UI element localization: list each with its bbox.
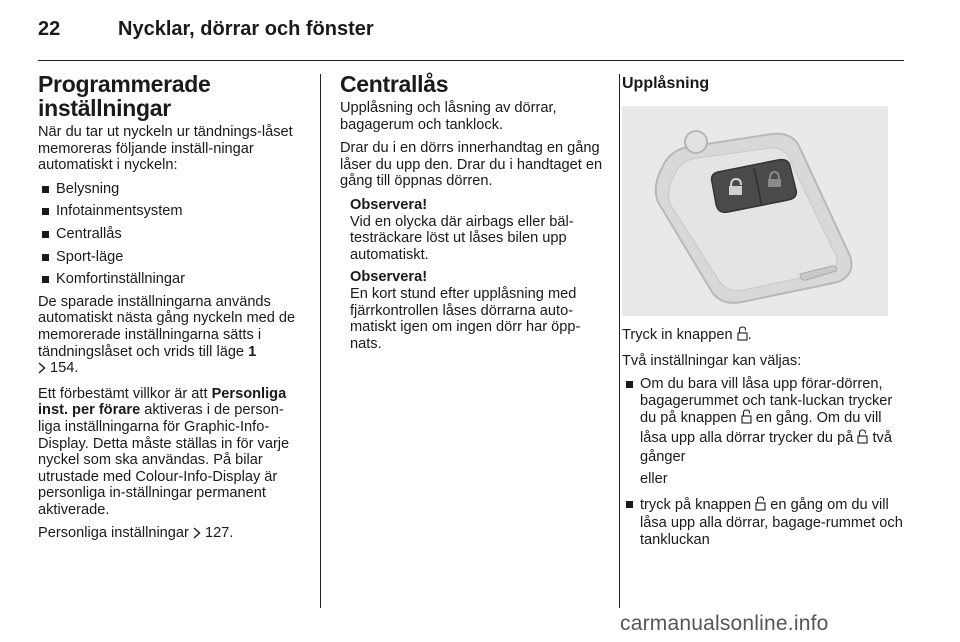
- door-handle-paragraph: Drar du i en dörrs innerhandtag en gång låser du upp den. Drar du i handtaget en gång till öppnas dörren.: [340, 140, 603, 190]
- unlock-options-list-2: [622, 496, 904, 549]
- unlock-icon: [737, 326, 748, 346]
- list-item: Sport-läge: [38, 249, 306, 266]
- list-item: tryck på knappen en gång om du vill låsa upp alla dörrar, bagage-rummet och tankluckan: [622, 496, 904, 549]
- chapter-title: Nycklar, dörrar och fönster: [118, 18, 374, 40]
- page-number: 22: [38, 18, 61, 40]
- note-text: Vid en olycka där airbags eller bäl-testräckare löst ut låses bilen upp automatiskt.: [350, 213, 574, 263]
- key-fob-illustration: [622, 106, 888, 316]
- page-reference-link[interactable]: 154.: [50, 360, 79, 377]
- note-title: Observera!: [350, 269, 428, 286]
- personal-setting-name: Personliga inst. per förare: [38, 385, 287, 419]
- column-divider-1: [320, 74, 321, 608]
- press-button-instruction: Tryck in knappen .: [622, 326, 904, 346]
- header-rule: [38, 60, 904, 61]
- page-reference-link[interactable]: 127.: [204, 525, 234, 542]
- intro-paragraph: När du tar ut nyckeln ur tändnings-låset memoreras följande inställ-ningar automatiskt i nyckeln:: [38, 124, 293, 174]
- settings-list: [38, 181, 306, 288]
- two-settings-paragraph: Två inställningar kan väljas:: [622, 352, 802, 369]
- left-column: [38, 72, 306, 551]
- section-heading-upplasning: Upplåsning: [622, 75, 710, 92]
- page-header: [38, 14, 904, 54]
- list-item: Centrallås: [38, 226, 306, 243]
- condition-paragraph: Ett förbestämt villkor är att Personliga inst. per förare aktiveras i de person-liga inställningarna för Graphic-Info-Display. Detta måste ställas in för varje nyckel som ska användas. På bilar utrustade med Colour-Info-Display är personliga in-ställningar permanent aktiverade.: [38, 385, 290, 518]
- unlock-icon: [857, 429, 868, 449]
- position-value: 1: [248, 343, 257, 360]
- unlock-options-list: [622, 376, 904, 465]
- right-column: [622, 72, 904, 555]
- list-item: Komfortinställningar: [38, 271, 306, 288]
- note-airbag: [340, 197, 608, 263]
- unlock-icon: [755, 496, 766, 516]
- note-text: En kort stund efter upplåsning med fjärrkontrollen låses dörrarna auto-matiskt igen om ingen dörr har öpp-nats.: [350, 285, 581, 352]
- section-heading-centrallas: Centrallås: [340, 71, 449, 97]
- list-item: Om du bara vill låsa upp förar-dörren, bagagerummet och tank-luckan trycker du på knappen en gång. Om du vill låsa upp alla dörrar trycker du på två gånger: [622, 376, 904, 465]
- page-reference-icon: [193, 527, 201, 544]
- list-item: Infotainmentsystem: [38, 203, 306, 220]
- middle-column: [340, 72, 608, 358]
- memory-paragraph: De sparade inställningarna används automatiskt nästa gång nyckeln med de memorerade inställningarna sätts i tändningslåset och vrids till läge 1 154.: [38, 294, 306, 379]
- unlock-icon: [741, 409, 752, 429]
- list-item: Belysning: [38, 181, 306, 198]
- note-title: Observera!: [350, 196, 428, 213]
- note-relock: [340, 269, 608, 352]
- personal-settings-paragraph: Personliga inställningar 127.: [38, 525, 306, 544]
- page-reference-icon: [38, 362, 46, 379]
- section-heading-programmerade: Programmerade inställningar: [38, 71, 211, 121]
- watermark-text: carmanualsonline.info: [620, 612, 829, 635]
- column-divider-2: [619, 74, 620, 608]
- or-text: eller: [640, 471, 668, 488]
- central-lock-description: Upplåsning och låsning av dörrar, bagagerum och tanklock.: [340, 100, 557, 133]
